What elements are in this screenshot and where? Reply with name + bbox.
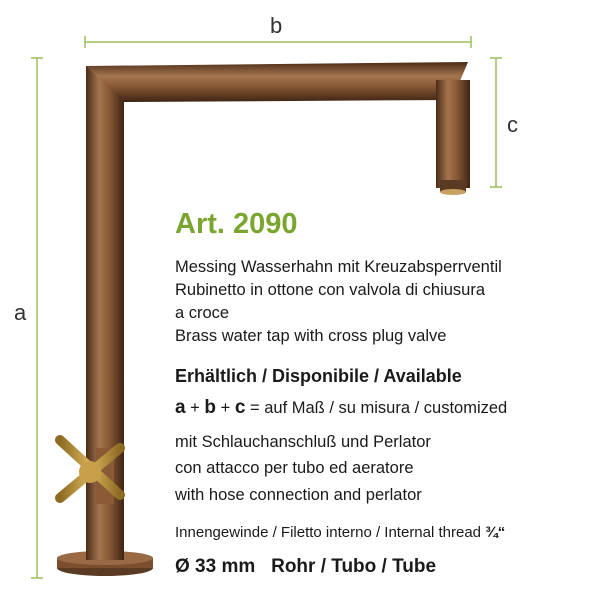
dimension-a-line xyxy=(31,58,43,578)
custom-text: = auf Maß / su misura / customized xyxy=(245,399,508,417)
desc-line-en: Brass water tap with cross plug valve xyxy=(175,327,447,345)
custom-c: c xyxy=(234,397,246,418)
thread-text: Innengewinde / Filetto interno / Internal thread xyxy=(175,524,486,541)
custom-dimensions-line xyxy=(175,397,507,419)
custom-plus-1: + xyxy=(190,399,200,417)
horizontal-pipe xyxy=(86,62,468,102)
internal-thread-line xyxy=(175,524,505,541)
availability-heading: Erhältlich / Disponibile / Available xyxy=(175,366,462,386)
tube-diameter: Ø 33 mm Rohr / Tubo / Tube xyxy=(175,556,437,577)
custom-b: b xyxy=(204,397,217,418)
thread-size: ¾“ xyxy=(485,524,506,541)
custom-a: a xyxy=(175,397,186,418)
desc-line-de: Messing Wasserhahn mit Kreuzabsperrventil xyxy=(175,258,502,276)
hose-line-it: con attacco per tubo ed aeratore xyxy=(175,459,414,477)
desc-line-it-2: a croce xyxy=(175,304,230,322)
hose-line-en: with hose connection and perlator xyxy=(175,486,422,504)
spout-pipe xyxy=(436,80,470,188)
dimension-c-line xyxy=(490,58,502,187)
custom-plus-2: + xyxy=(220,399,231,417)
desc-line-it: Rubinetto in ottone con valvola di chiusura xyxy=(175,281,486,299)
dimension-a-label: a xyxy=(14,300,27,325)
dimension-b-label: b xyxy=(270,13,283,38)
article-title: Art. 2090 xyxy=(175,208,298,240)
hose-line-de: mit Schlauchanschluß und Perlator xyxy=(175,433,431,451)
dimension-c-label: c xyxy=(507,112,518,137)
